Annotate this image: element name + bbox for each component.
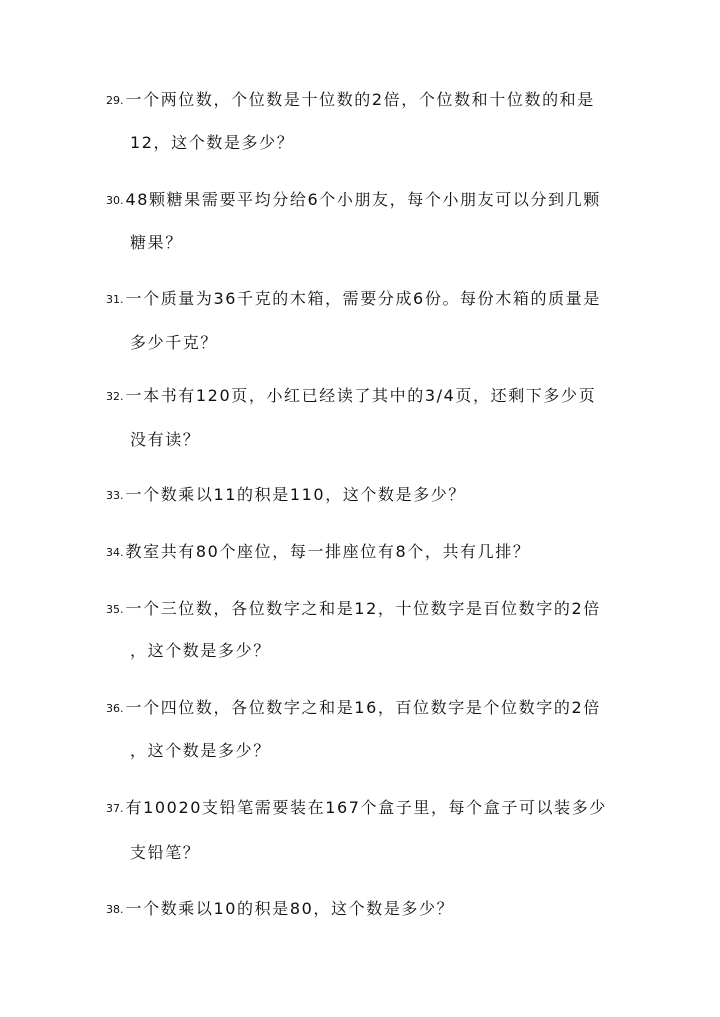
question-30-line-2 [130,233,183,253]
question-text-continued: ，这个数是多少？ [130,741,271,760]
question-29-line-1 [106,90,595,111]
question-32-line-2 [130,430,200,450]
question-30-line-1 [106,190,601,211]
question-35-line-2 [130,641,271,661]
question-text-continued: 没有读？ [130,430,201,449]
question-number: 36. [106,702,124,715]
question-38-line-1 [106,899,454,920]
question-number: 32. [106,390,124,403]
question-number: 30. [106,194,124,207]
question-37-line-1 [106,798,607,819]
question-number: 33. [106,489,124,502]
question-number: 38. [106,903,124,916]
question-text-continued: 12，这个数是多少？ [130,133,295,152]
question-text: 一个三位数，各位数字之和是12，十位数字是百位数字的2倍 [125,599,601,618]
question-text-continued: 糖果？ [130,233,183,252]
question-number: 37. [106,802,124,815]
question-36-line-2 [130,741,271,761]
question-text-continued: 支铅笔？ [130,843,201,862]
question-text: 一个数乘以10的积是80，这个数是多少？ [125,899,455,918]
question-33-line-1 [106,485,466,506]
question-text: 一本书有120页，小红已经读了其中的3/4页，还剩下多少页 [125,386,597,405]
question-text: 48颗糖果需要平均分给6个小朋友，每个小朋友可以分到几颗 [125,190,601,209]
question-34-line-1 [106,542,530,563]
question-31-line-1 [106,289,601,310]
question-29-line-2 [130,133,294,153]
question-text: 一个数乘以11的积是110，这个数是多少？ [125,485,466,504]
question-text: 一个两位数，个位数是十位数的2倍，个位数和十位数的和是 [125,90,595,109]
question-36-line-1 [106,698,601,719]
question-text: 一个四位数，各位数字之和是16，百位数字是个位数字的2倍 [125,698,601,717]
question-text: 一个质量为36千克的木箱，需要分成6份。每份木箱的质量是 [125,289,601,308]
question-text: 有10020支铅笔需要装在167个盒子里，每个盒子可以装多少 [125,798,607,817]
question-text-continued: 多少千克？ [130,333,219,352]
question-31-line-2 [130,333,218,353]
question-number: 29. [106,94,124,107]
question-number: 34. [106,546,124,559]
question-text: 教室共有80个座位，每一排座位有8个，共有几排？ [125,542,531,561]
question-number: 31. [106,293,124,306]
question-text-continued: ，这个数是多少？ [130,641,271,660]
question-32-line-1 [106,386,596,407]
question-37-line-2 [130,843,200,863]
question-number: 35. [106,603,124,616]
question-35-line-1 [106,599,601,620]
